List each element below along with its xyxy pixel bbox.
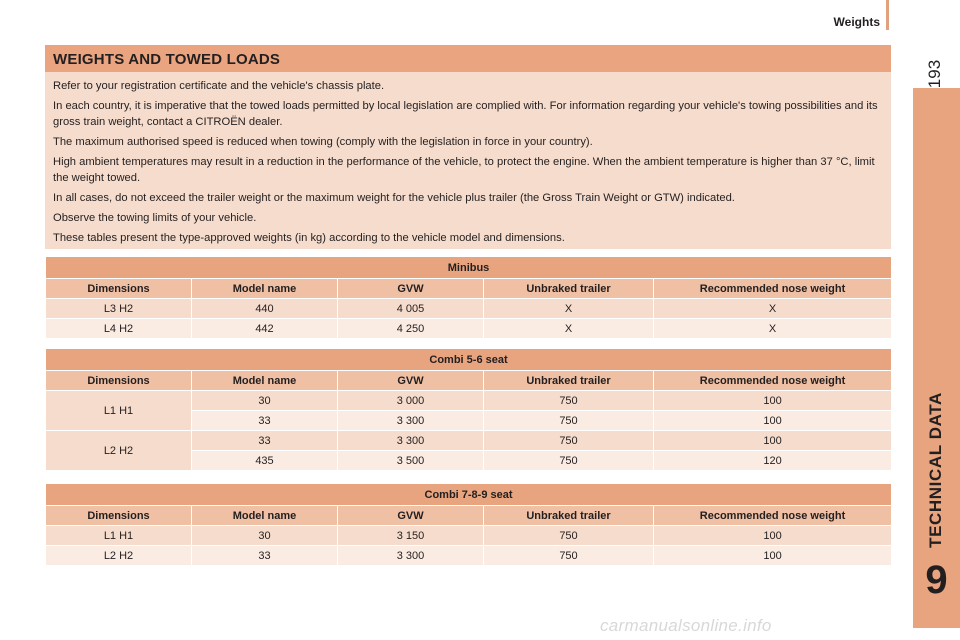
cell-gvw: 3 300 <box>338 431 484 451</box>
cell-unbraked: 750 <box>484 391 654 411</box>
cell-dimensions: L4 H2 <box>46 319 192 339</box>
cell-model: 435 <box>192 451 338 471</box>
intro-paragraph: Refer to your registration certificate and the vehicle's chassis plate. <box>53 80 385 92</box>
combi-5-6-table <box>45 348 892 471</box>
table-title: Combi 5-6 seat <box>46 349 892 371</box>
cell-nose: 100 <box>654 391 892 411</box>
column-header-unbraked: Unbraked trailer <box>484 371 654 391</box>
cell-model: 440 <box>192 299 338 319</box>
cell-gvw: 3 150 <box>338 526 484 546</box>
cell-dimensions: L1 H1 <box>46 391 192 431</box>
intro-body <box>45 72 891 246</box>
cell-dimensions: L2 H2 <box>46 546 192 566</box>
cell-model: 442 <box>192 319 338 339</box>
cell-nose: X <box>654 299 892 319</box>
cell-gvw: 3 300 <box>338 546 484 566</box>
cell-nose: 100 <box>654 411 892 431</box>
cell-nose: 120 <box>654 451 892 471</box>
page-number: 193 <box>925 59 944 89</box>
watermark: carmanualsonline.info <box>600 616 772 635</box>
column-header-gvw: GVW <box>338 279 484 299</box>
column-header-gvw: GVW <box>338 371 484 391</box>
header-divider <box>886 0 889 30</box>
cell-model: 33 <box>192 546 338 566</box>
table-row <box>46 431 892 451</box>
cell-model: 30 <box>192 526 338 546</box>
column-header-unbraked: Unbraked trailer <box>484 279 654 299</box>
cell-unbraked: X <box>484 319 654 339</box>
cell-nose: X <box>654 319 892 339</box>
table-row <box>46 299 892 319</box>
cell-gvw: 3 000 <box>338 391 484 411</box>
table-row <box>46 526 892 546</box>
cell-gvw: 3 300 <box>338 411 484 431</box>
cell-gvw: 4 250 <box>338 319 484 339</box>
cell-unbraked: 750 <box>484 431 654 451</box>
minibus-table <box>45 256 892 339</box>
column-header-nose: Recommended nose weight <box>654 279 892 299</box>
intro-paragraph: The maximum authorised speed is reduced when towing (comply with the legislation in force in your country). <box>53 136 593 148</box>
cell-unbraked: X <box>484 299 654 319</box>
cell-nose: 100 <box>654 431 892 451</box>
cell-unbraked: 750 <box>484 451 654 471</box>
running-header-title: Weights <box>833 15 880 29</box>
combi-7-8-9-table <box>45 483 892 566</box>
cell-unbraked: 750 <box>484 546 654 566</box>
cell-nose: 100 <box>654 546 892 566</box>
cell-dimensions: L1 H1 <box>46 526 192 546</box>
table-row <box>46 319 892 339</box>
cell-dimensions: L3 H2 <box>46 299 192 319</box>
section-heading: WEIGHTS AND TOWED LOADS <box>45 45 891 72</box>
chapter-tab-label: TECHNICAL DATA <box>926 392 945 548</box>
intro-paragraph: In all cases, do not exceed the trailer weight or the maximum weight for the vehicle plus trailer (the Gross Train Weight or GTW) indicated. <box>53 192 735 204</box>
column-header-nose: Recommended nose weight <box>654 506 892 526</box>
column-header-unbraked: Unbraked trailer <box>484 506 654 526</box>
intro-paragraph: High ambient temperatures may result in a reduction in the performance of the vehicle, to protect the engine. When the ambient temperature is higher than 37 °C, limit the weight towed. <box>53 156 875 184</box>
column-header-gvw: GVW <box>338 506 484 526</box>
cell-dimensions: L2 H2 <box>46 431 192 471</box>
column-header-model: Model name <box>192 371 338 391</box>
table-row <box>46 391 892 411</box>
cell-unbraked: 750 <box>484 526 654 546</box>
intro-section <box>45 45 891 249</box>
cell-nose: 100 <box>654 526 892 546</box>
cell-model: 33 <box>192 431 338 451</box>
table-row <box>46 546 892 566</box>
cell-model: 33 <box>192 411 338 431</box>
table-title: Minibus <box>46 257 892 279</box>
column-header-model: Model name <box>192 279 338 299</box>
column-header-nose: Recommended nose weight <box>654 371 892 391</box>
table-title: Combi 7-8-9 seat <box>46 484 892 506</box>
intro-paragraph: In each country, it is imperative that the towed loads permitted by local legislation are complied with. For information regarding your vehicle's towing possibilities and its gross train weight, contact a CITROËN dealer. <box>53 100 878 128</box>
column-header-model: Model name <box>192 506 338 526</box>
intro-paragraph: Observe the towing limits of your vehicle. <box>53 212 257 224</box>
column-header-dimensions: Dimensions <box>46 279 192 299</box>
cell-model: 30 <box>192 391 338 411</box>
intro-paragraph: These tables present the type-approved weights (in kg) according to the vehicle model and dimensions. <box>53 232 565 244</box>
cell-unbraked: 750 <box>484 411 654 431</box>
column-header-dimensions: Dimensions <box>46 371 192 391</box>
cell-gvw: 3 500 <box>338 451 484 471</box>
column-header-dimensions: Dimensions <box>46 506 192 526</box>
chapter-number: 9 <box>925 558 948 602</box>
cell-gvw: 4 005 <box>338 299 484 319</box>
